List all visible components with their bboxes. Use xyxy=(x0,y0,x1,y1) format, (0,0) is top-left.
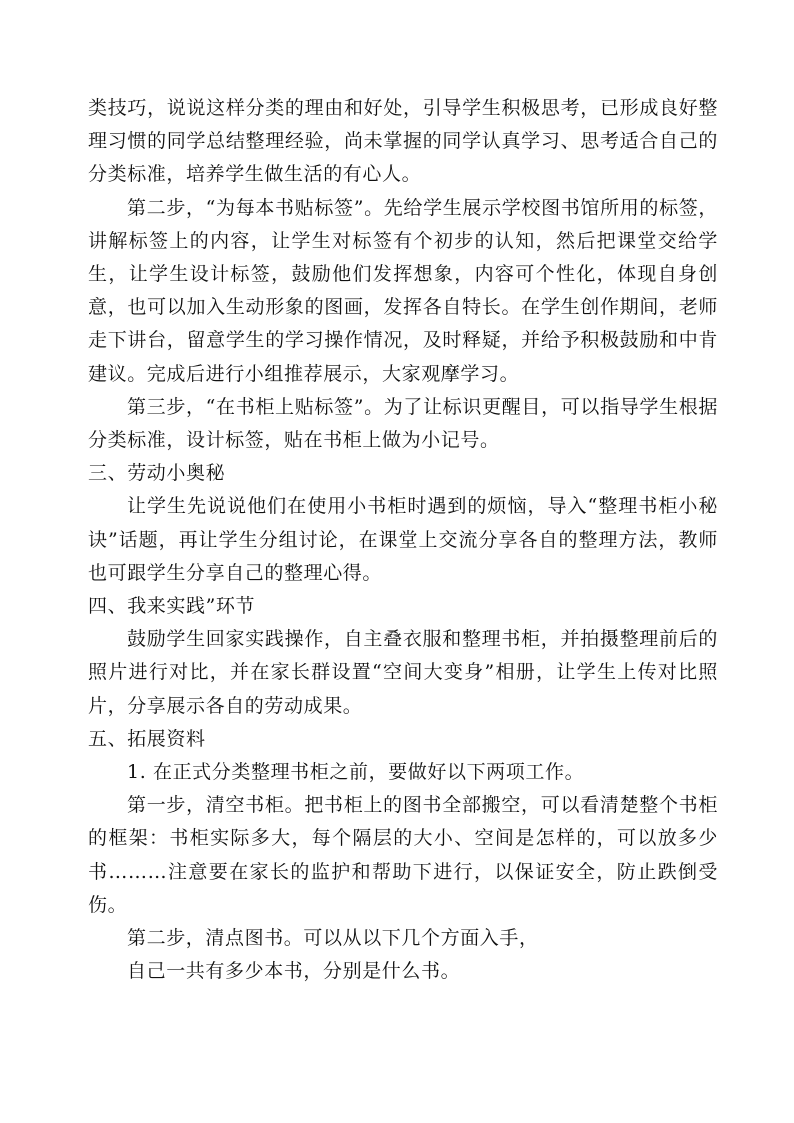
paragraph-step-two-count-books: 第二步，清点图书。可以从以下几个方面入手， xyxy=(127,927,539,950)
paragraph-step-one-empty-shelf: 第一步，清空书柜。把书柜上的图书全部搬空，可以看清楚整个书柜的框架：书柜实际多大，每个隔层的大小、空间是怎样的，可以放多少书………注意要在家长的监护和帮助下进行，以保证安全，防止跌倒受伤。 xyxy=(88,794,718,916)
paragraph-classification-reasons: 类技巧，说说这样分类的理由和好处，引导学生积极思考，已形成良好整理习惯的同学总结整理经验，尚未掌握的同学认真学习、思考适合自己的分类标准，培养学生做生活的有心人。 xyxy=(88,97,718,186)
paragraph-step-three-shelf-labels: 第三步，“在书柜上贴标签”。为了让标识更醒目，可以指导学生根据分类标准，设计标签，贴在书柜上做为小记号。 xyxy=(88,395,718,452)
paragraph-step-two-labels: 第二步，“为每本书贴标签”。先给学生展示学校图书馆所用的标签，讲解标签上的内容，让学生对标签有个初步的认知，然后把课堂交给学生，让学生设计标签，鼓励他们发挥想象，内容可个性化，体现自身创意，也可以加入生动形象的图画，发挥各自特长。在学生创作期间，老师走下讲台，留意学生的学习操作情况，及时释疑，并给予积极鼓励和中肯建议。完成后进行小组推荐展示，大家观摩学习。 xyxy=(88,196,718,385)
section-heading-extension: 五、拓展资料 xyxy=(88,727,206,750)
paragraph-practice: 鼓励学生回家实践操作，自主叠衣服和整理书柜，并拍摄整理前后的照片进行对比，并在家长群设置“空间大变身”相册，让学生上传对比照片，分享展示各自的劳动成果。 xyxy=(88,628,718,717)
paragraph-how-many-books: 自己一共有多少本书，分别是什么书。 xyxy=(127,960,461,983)
section-heading-practice: 四、我来实践”环节 xyxy=(88,595,256,618)
paragraph-labor-secrets: 让学生先说说他们在使用小书柜时遇到的烦恼，导入“整理书柜小秘诀”话题，再让学生分组讨论，在课堂上交流分享各自的整理方法，教师也可跟学生分享自己的整理心得。 xyxy=(88,495,718,584)
paragraph-extension-intro: 1. 在正式分类整理书柜之前，要做好以下两项工作。 xyxy=(127,761,585,784)
document-body xyxy=(88,92,718,988)
section-heading-labor-secrets: 三、劳动小奥秘 xyxy=(88,462,226,485)
